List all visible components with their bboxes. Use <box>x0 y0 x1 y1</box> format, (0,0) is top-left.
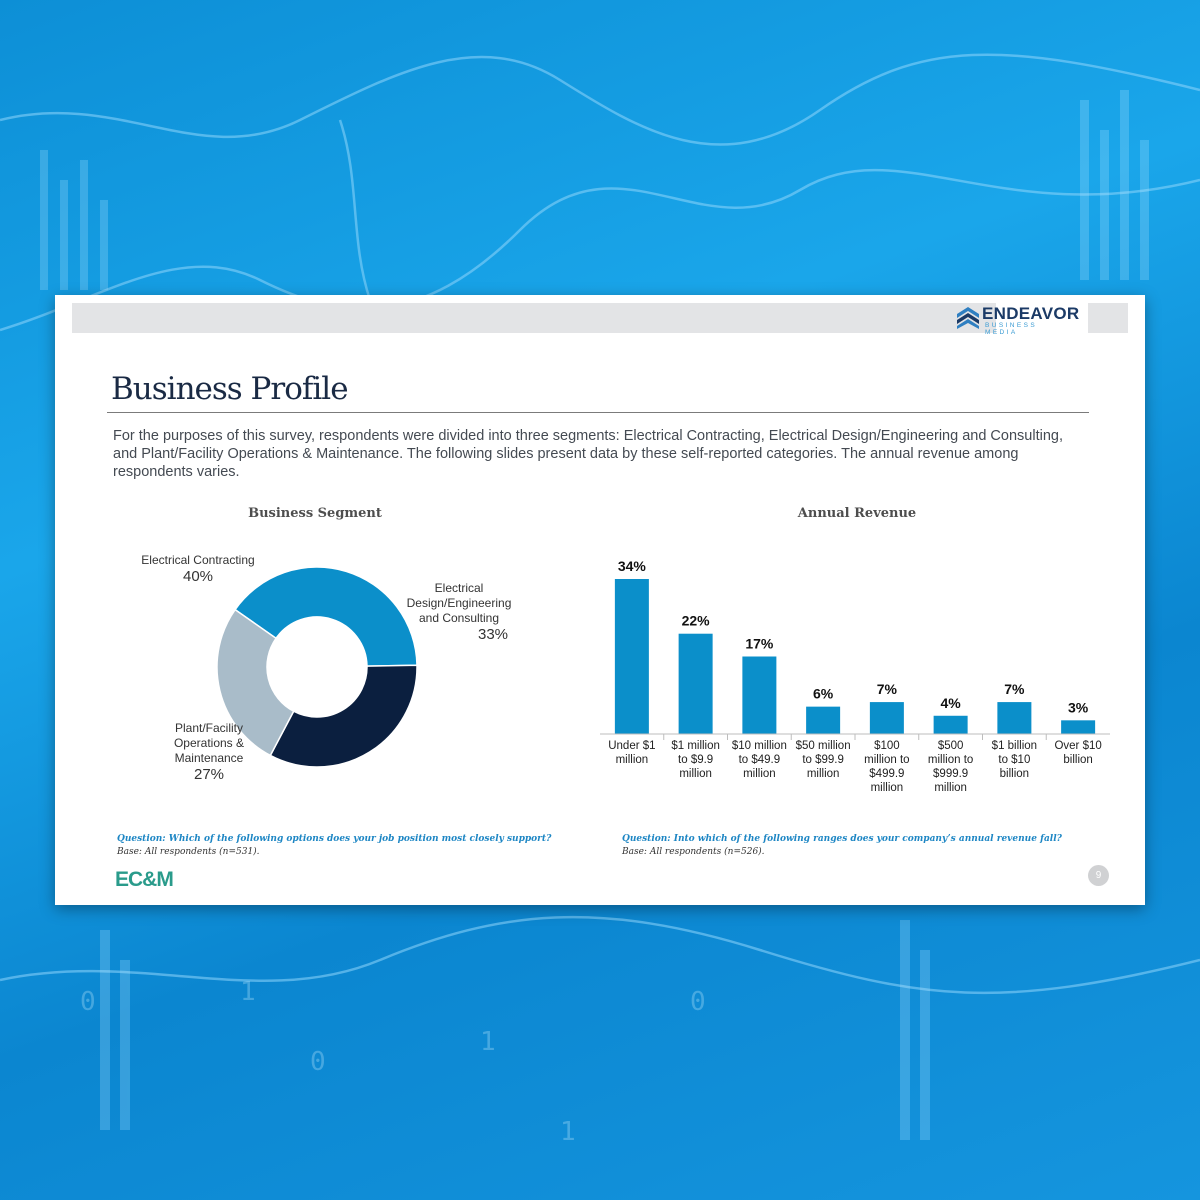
category-tick-label: million to <box>864 754 910 766</box>
bar <box>806 707 840 734</box>
slice-label: Operations & <box>173 736 245 750</box>
bar-value-label: 7% <box>1004 681 1025 698</box>
category-tick-label: Over $10 <box>1054 740 1102 752</box>
category-tick-label: billion <box>999 768 1030 780</box>
left-question: Question: Which of the following options does your job position most closely support? <box>117 834 552 844</box>
svg-text:1: 1 <box>560 1117 576 1147</box>
category-tick-label: Under $1 <box>608 740 656 752</box>
category-tick-label: $10 million <box>731 740 787 752</box>
slice-label: Plant/Facility <box>174 721 244 735</box>
intro-paragraph: For the purposes of this survey, respondents were divided into three segments: Electrical Contracting, Electrical Design/Engineering and Consulting, and Plant/Facility Operations & Maintenance. The following slides present data by these self-reported categories. The annual revenue among respondents varies. <box>113 428 1063 480</box>
category-tick-label: million <box>615 754 649 766</box>
left-base: Base: All respondents (n=531). <box>117 847 260 857</box>
slide <box>55 295 1145 905</box>
slice-label: Maintenance <box>174 751 244 765</box>
category-tick-label: to $9.9 <box>678 754 714 766</box>
bar <box>1061 720 1095 734</box>
bar-value-label: 3% <box>1068 699 1089 716</box>
brand-name: ENDEAVOR <box>982 304 1080 323</box>
right-question: Question: Into which of the following ranges does your company’s annual revenue fall? <box>622 834 1062 844</box>
page-title: Business Profile <box>111 371 348 407</box>
ecm-logo: EC&M <box>115 868 173 891</box>
bar <box>742 657 776 735</box>
svg-text:0: 0 <box>310 1047 326 1077</box>
endeavor-logo <box>955 303 1080 336</box>
category-tick-label: million <box>934 782 967 794</box>
bar-value-label: 4% <box>940 694 961 711</box>
bar-value-label: 6% <box>813 685 834 702</box>
category-tick-label: to $49.9 <box>738 754 781 766</box>
bar-value-label: 7% <box>876 681 897 698</box>
category-tick-label: $1 billion <box>991 740 1038 752</box>
category-tick-label: $50 million <box>795 740 851 752</box>
category-tick-label: million to <box>927 754 974 766</box>
bar <box>679 634 713 734</box>
slice-label: Design/Engineering <box>406 596 512 610</box>
svg-text:0: 0 <box>690 987 706 1017</box>
category-tick-label: $1 million <box>671 740 720 752</box>
category-tick-label: $999.9 <box>933 768 969 780</box>
svg-text:1: 1 <box>240 977 256 1007</box>
right-survey-note <box>622 833 1092 859</box>
slice-label: Electrical <box>434 581 484 595</box>
slice-label: and Consulting <box>418 611 500 625</box>
donut-slice <box>270 665 417 767</box>
category-tick-label: billion <box>1063 754 1093 766</box>
slice-value-label: 27% <box>193 766 225 783</box>
header-bar-end <box>1088 303 1128 333</box>
svg-text:0: 0 <box>80 987 96 1017</box>
bar-value-label: 22% <box>681 612 710 629</box>
bar <box>870 702 904 734</box>
bar <box>615 579 649 734</box>
bar <box>934 716 968 734</box>
category-tick-label: million <box>806 768 840 780</box>
category-tick-label: $100 <box>874 740 900 752</box>
category-tick-label: $500 <box>937 740 964 752</box>
slice-value-label: 33% <box>477 626 509 643</box>
slice-label: Electrical Contracting <box>141 553 255 567</box>
bar <box>997 702 1031 734</box>
chevron-logo-icon <box>955 304 981 330</box>
category-tick-label: million <box>870 782 904 794</box>
category-tick-label: to $99.9 <box>802 754 844 766</box>
revenue-chart-title: Annual Revenue <box>797 506 917 521</box>
bar-value-label: 17% <box>745 635 774 652</box>
right-base: Base: All respondents (n=526). <box>622 847 765 857</box>
page-number: 9 <box>1088 865 1109 886</box>
segment-chart-title: Business Segment <box>248 506 382 521</box>
category-tick-label: $499.9 <box>869 768 905 780</box>
category-tick-label: million <box>679 768 712 780</box>
svg-text:1: 1 <box>480 1027 496 1057</box>
bar-value-label: 34% <box>617 558 646 574</box>
annual-revenue-bar-chart <box>595 545 1125 795</box>
left-survey-note <box>117 833 587 859</box>
business-segment-donut-chart <box>117 540 557 800</box>
brand-subtitle: BUSINESS MEDIA <box>985 322 1038 336</box>
header-bar <box>72 303 996 333</box>
category-tick-label: million <box>743 768 776 780</box>
category-tick-label: to $10 <box>998 754 1031 766</box>
title-divider <box>107 412 1089 413</box>
slice-value-label: 40% <box>182 568 214 585</box>
